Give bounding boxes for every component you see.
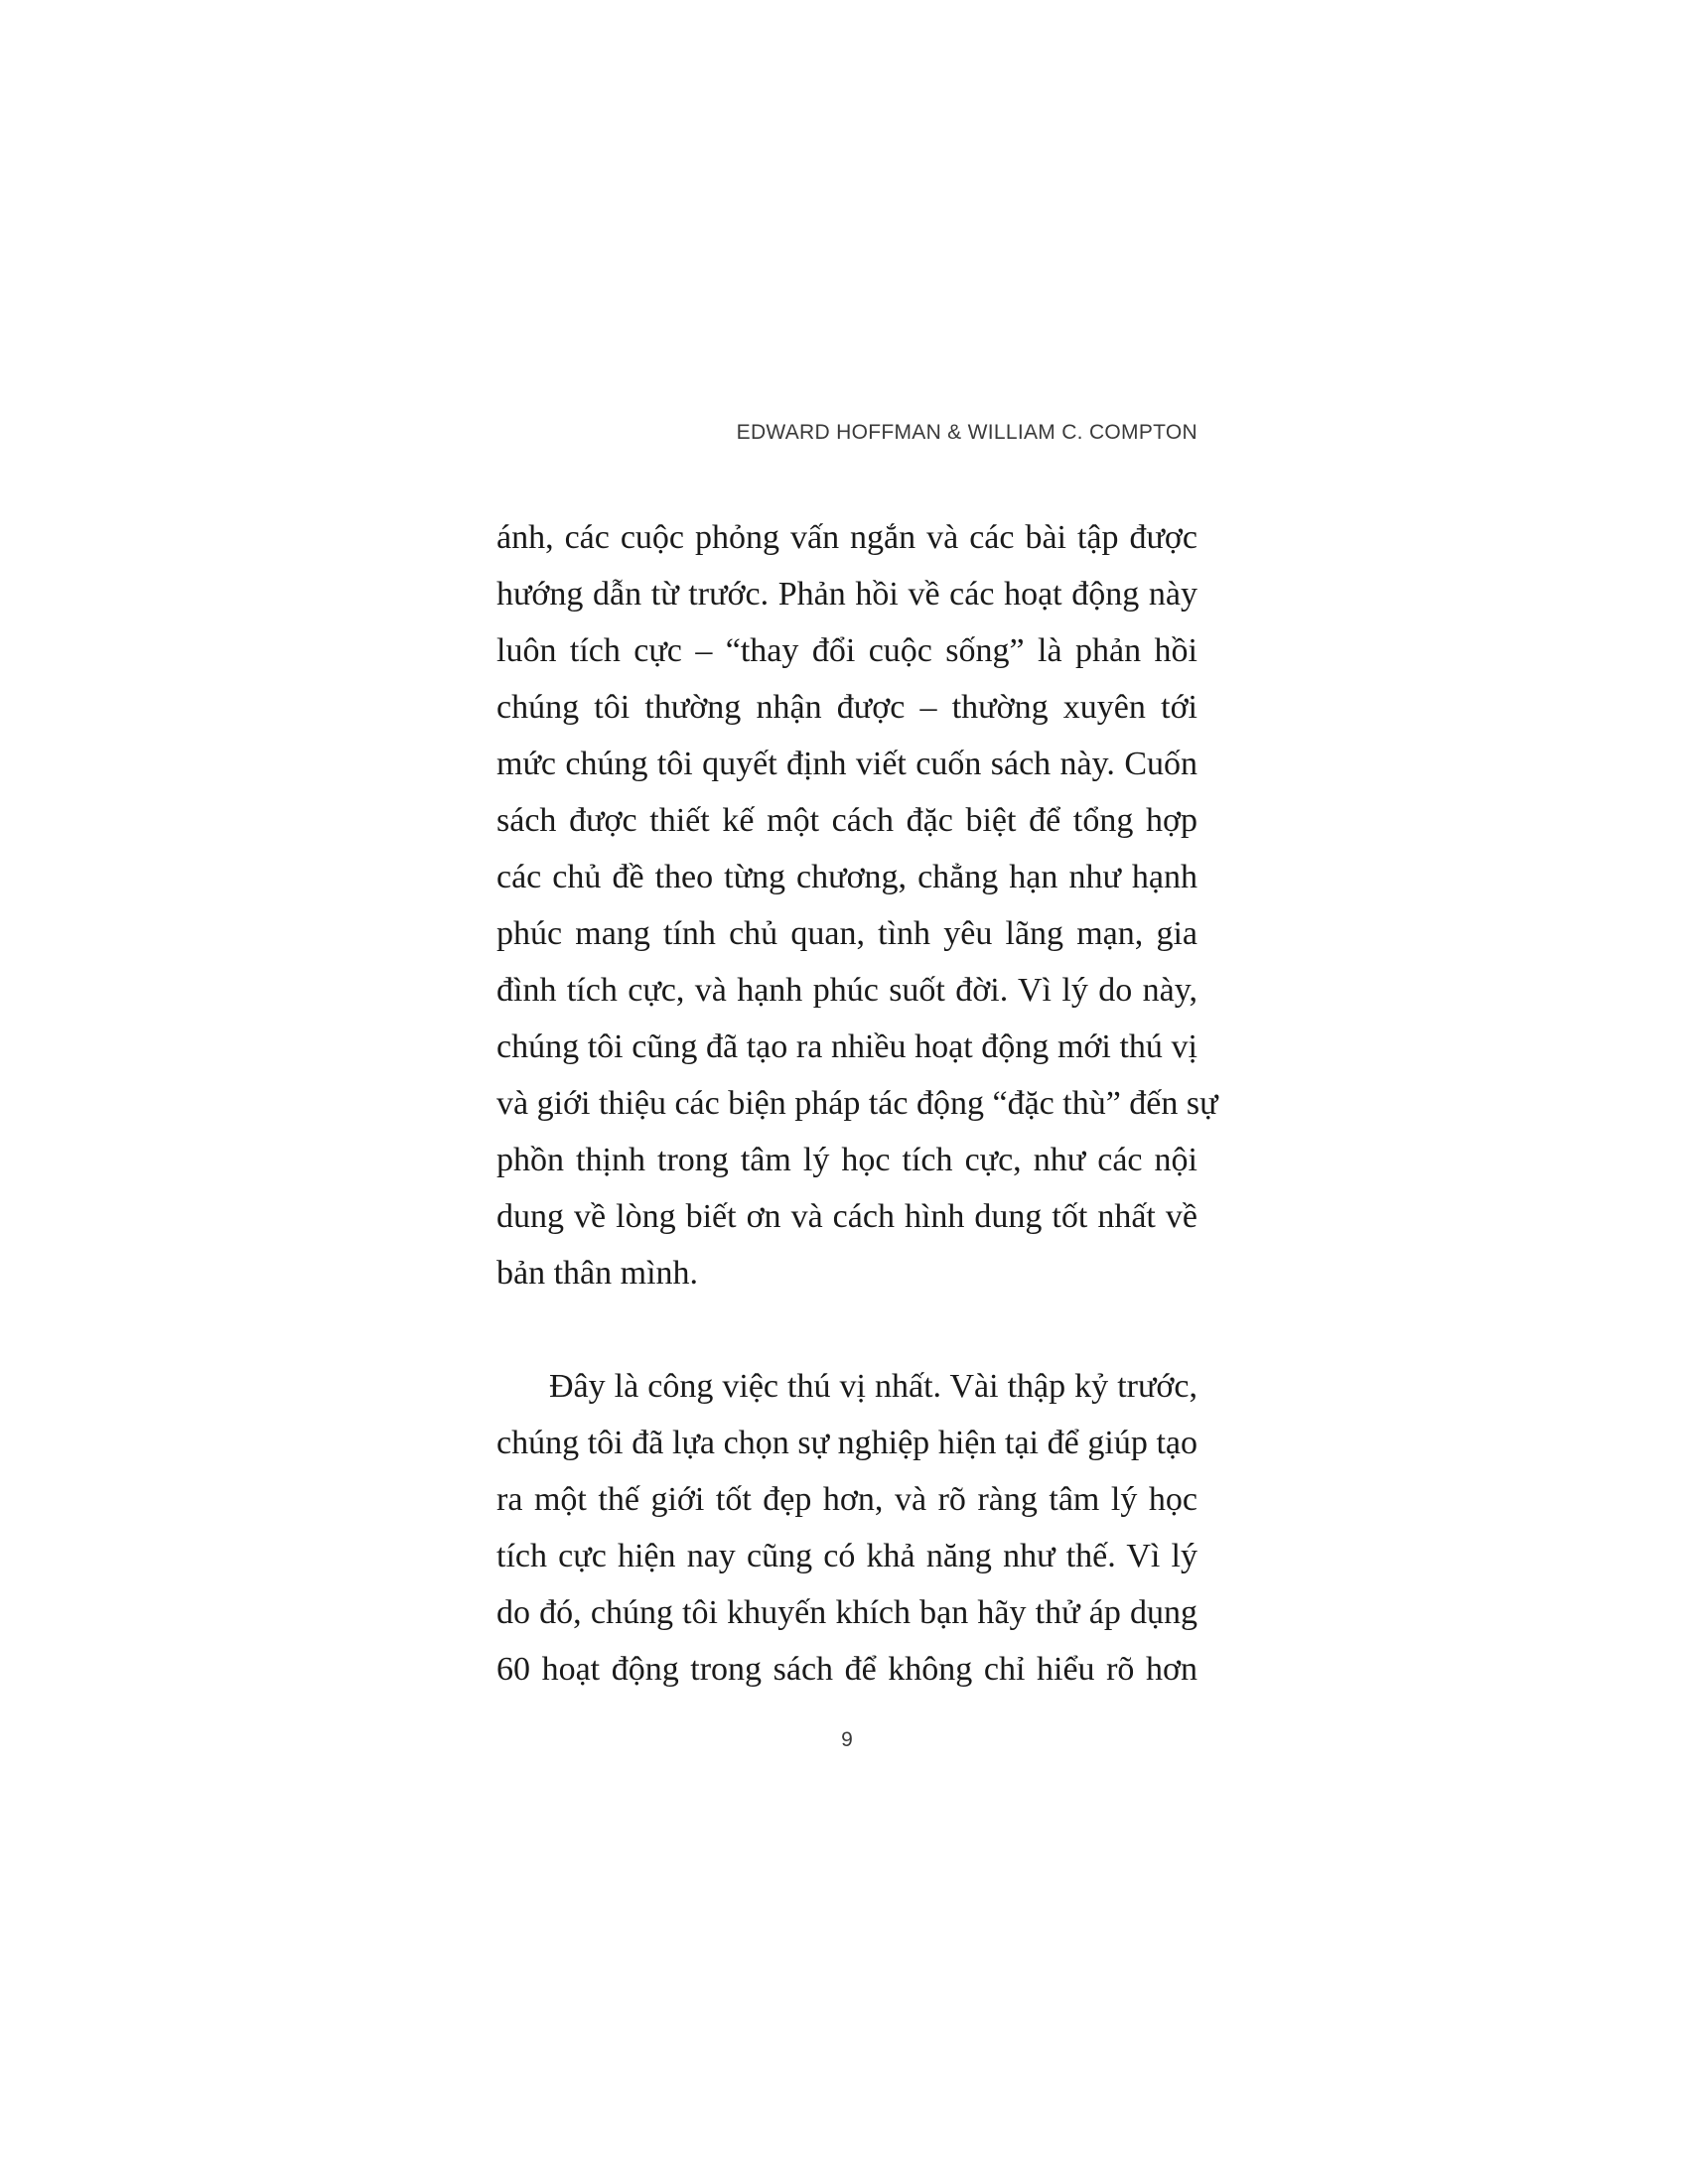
text-line: bản thân mình. — [496, 1255, 699, 1292]
text-line: luôn tích cực – “thay đổi cuộc sống” là phản hồi — [496, 632, 1197, 669]
text-line: chúng tôi thường nhận được – thường xuyên tới — [496, 689, 1197, 726]
text-line: ánh, các cuộc phỏng vấn ngắn và các bài tập được — [496, 519, 1197, 556]
paragraph — [496, 1358, 1197, 1698]
text-line: ra một thế giới tốt đẹp hơn, và rõ ràng tâm lý học — [496, 1481, 1197, 1518]
text-line: Đây là công việc thú vị nhất. Vài thập kỷ trước, — [549, 1368, 1197, 1405]
text-line: hướng dẫn từ trước. Phản hồi về các hoạt động này — [496, 576, 1197, 613]
page-number: 9 — [841, 1728, 853, 1751]
body-text — [496, 509, 1218, 1698]
text-line: mức chúng tôi quyết định viết cuốn sách này. Cuốn — [496, 746, 1197, 782]
text-line: dung về lòng biết ơn và cách hình dung tốt nhất về — [496, 1198, 1197, 1235]
text-line: các chủ đề theo từng chương, chẳng hạn như hạnh — [496, 859, 1197, 895]
text-line: và giới thiệu các biện pháp tác động “đặc thù” đến sự — [496, 1085, 1218, 1122]
text-line: phồn thịnh trong tâm lý học tích cực, như các nội — [496, 1142, 1197, 1178]
text-line: phúc mang tính chủ quan, tình yêu lãng mạn, gia — [496, 915, 1197, 952]
paragraph — [496, 509, 1218, 1301]
text-line: sách được thiết kế một cách đặc biệt để tổng hợp — [496, 802, 1197, 839]
text-line: chúng tôi cũng đã tạo ra nhiều hoạt động mới thú vị — [496, 1028, 1197, 1065]
text-line: chúng tôi đã lựa chọn sự nghiệp hiện tại để giúp tạo — [496, 1425, 1197, 1461]
text-line: tích cực hiện nay cũng có khả năng như thế. Vì lý — [496, 1538, 1197, 1574]
running-head: EDWARD HOFFMAN & WILLIAM C. COMPTON — [736, 421, 1197, 444]
text-line: đình tích cực, và hạnh phúc suốt đời. Vì lý do này, — [496, 972, 1197, 1009]
paragraph-gap — [496, 1301, 1197, 1358]
text-line: do đó, chúng tôi khuyến khích bạn hãy thử áp dụng — [496, 1594, 1197, 1631]
text-line: 60 hoạt động trong sách để không chỉ hiểu rõ hơn — [496, 1651, 1197, 1688]
